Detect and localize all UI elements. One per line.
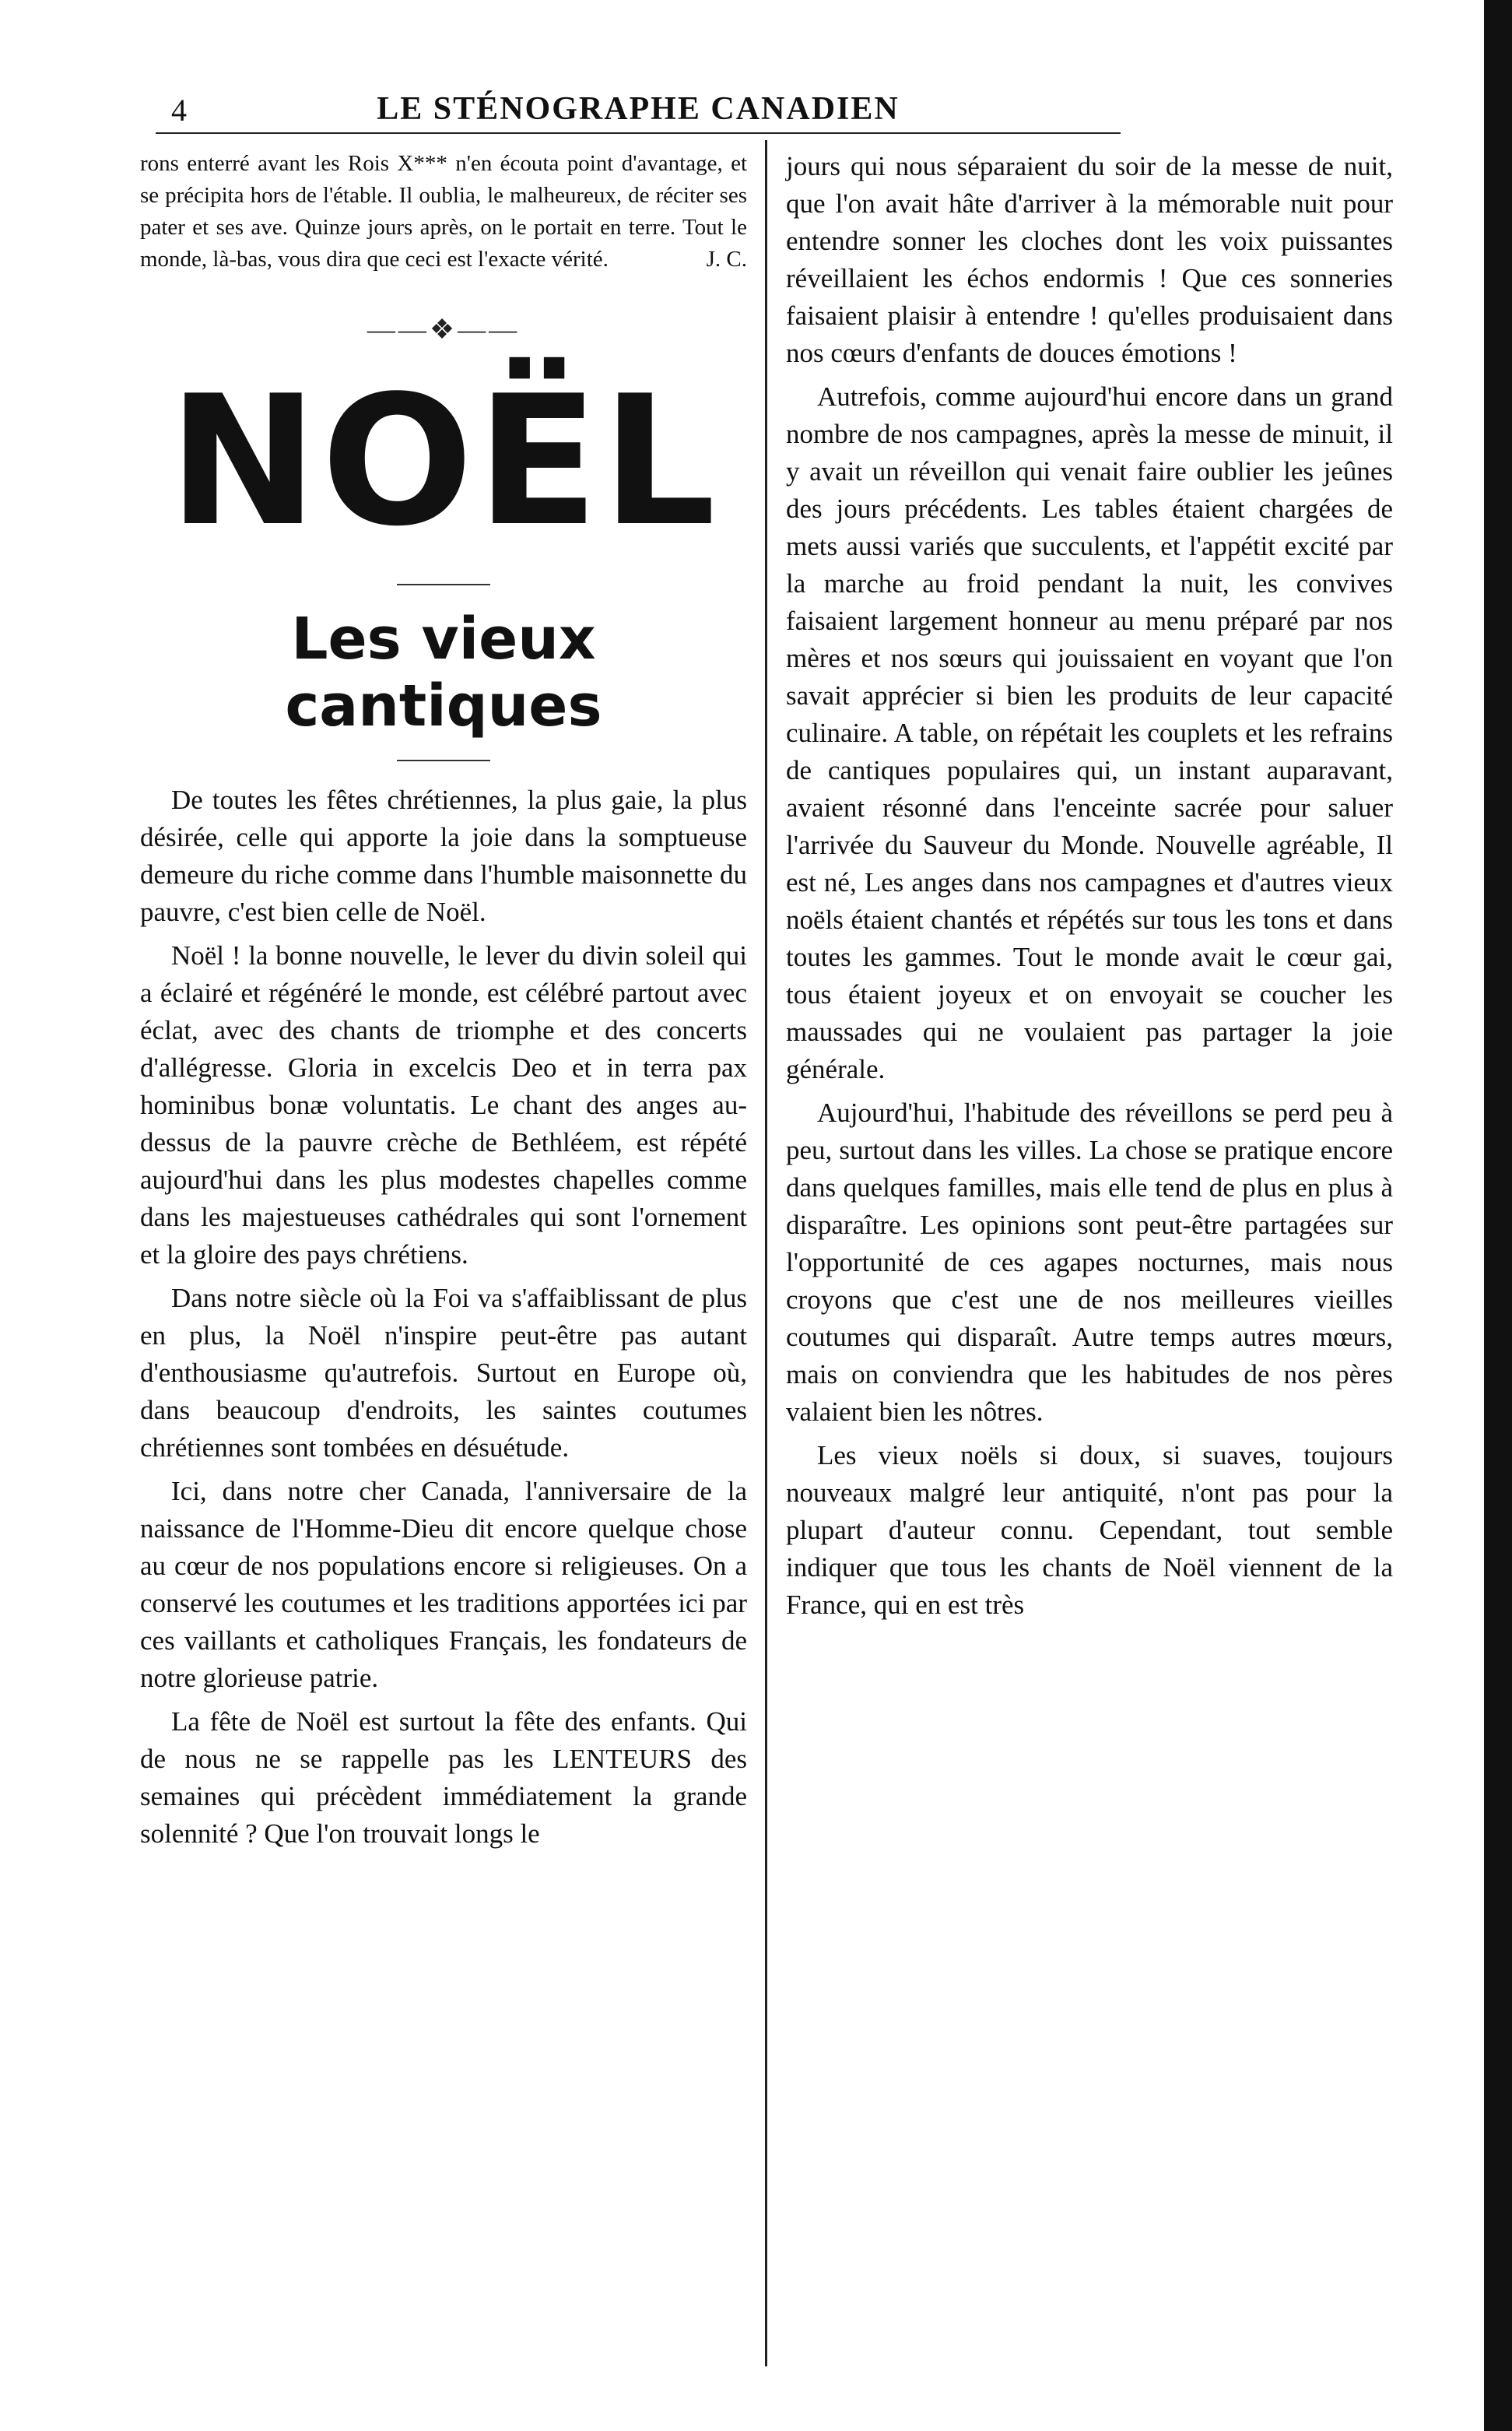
paragraph: Les vieux noëls si doux, si suaves, toujours nouveaux malgré leur antiquité, n'ont pas pour la plupart d'auteur connu. Cependant, tout semble indiquer que tous les chants de Noël viennent de la France, qui en est très bbox=[786, 1440, 1393, 1620]
paragraph: Noël ! la bonne nouvelle, le lever du divin soleil qui a éclairé et régénéré le monde, est célébré partout avec éclat, avec des chants de triomphe et des concerts d'allégresse. Gloria in excelcis Deo et in terra pax hominibus bonæ voluntatis. Le chant des anges au-dessus de la pauvre crèche de Bethléem, est répété aujourd'hui dans les plus modestes chapelles comme dans les majestueuses cathédrales qui sont l'ornement et la gloire des pays chrétiens. bbox=[140, 940, 747, 1270]
page-number: 4 bbox=[171, 93, 187, 128]
left-column bbox=[140, 148, 747, 1859]
intro-body: rons enterré avant les Rois X*** n'en écouta point d'avantage, et se précipita hors de l'étable. Il oublia, le malheureux, de réciter ses pater et ses ave. Quinze jours après, on le portait en terre. Tout le monde, là-bas, vous dira que ceci est l'exacte vérité. bbox=[140, 151, 747, 272]
main-title: NOËL bbox=[168, 358, 719, 566]
running-title: LE STÉNOGRAPHE CANADIEN bbox=[377, 91, 900, 127]
ornament-divider: ——❖—— bbox=[367, 314, 521, 345]
intro-text bbox=[140, 148, 747, 276]
right-column bbox=[786, 148, 1393, 1630]
section-title: Les vieux cantiques bbox=[285, 606, 602, 739]
short-rule bbox=[397, 584, 490, 585]
page-edge bbox=[1484, 0, 1512, 2431]
column-divider bbox=[765, 140, 767, 2366]
page-header bbox=[156, 86, 1121, 134]
paragraph: jours qui nous séparaient du soir de la messe de nuit, que l'on avait hâte d'arriver à la mémorable nuit pour entendre sonner les cloches dont les voix puissantes réveillaient les échos endormis ! Que ces sonneries faisaient plaisir à entendre ! qu'elles produisaient dans nos cœurs d'enfants de douces émotions ! bbox=[786, 151, 1393, 368]
paragraph: Autrefois, comme aujourd'hui encore dans un grand nombre de nos campagnes, après la messe de minuit, il y avait un réveillon qui venait faire oublier les jeûnes des jours précédents. Les tables étaient chargées de mets aussi variés que succulents, et l'appétit excité par la marche au froid pendant la nuit, les convives faisaient largement honneur au menu préparé par nos mères et nos sœurs qui jouissaient en voyant que l'on savait apprécier si bien les produits de leur capacité culinaire. A table, on répétait les couplets et les refrains de cantiques populaires qui, un instant auparavant, avaient résonné dans l'enceinte sacrée pour saluer l'arrivée du Sauveur du Monde. Nouvelle agréable, Il est né, Les anges dans nos campagnes et d'autres vieux noëls étaient chantés et répétés sur tous les tons et dans toutes les gammes. Tout le monde avait le cœur gai, tous étaient joyeux et on envoyait se coucher les maussades qui ne voulaient pas partager la joie générale. bbox=[786, 381, 1393, 1084]
intro-signature: J. C. bbox=[706, 247, 747, 272]
paragraph: La fête de Noël est surtout la fête des enfants. Qui de nous ne se rappelle pas les LENTEURS des semaines qui précèdent immédiatement la grande solennité ? Que l'on trouvait longs le bbox=[140, 1706, 747, 1849]
paragraph: Dans notre siècle où la Foi va s'affaiblissant de plus en plus, la Noël n'inspire peut-être pas autant d'enthousiasme qu'autrefois. Surtout en Europe où, dans beaucoup d'endroits, les saintes coutumes chrétiennes sont tombées en désuétude. bbox=[140, 1283, 747, 1463]
short-rule bbox=[397, 760, 490, 761]
paragraph: Aujourd'hui, l'habitude des réveillons se perd peu à peu, surtout dans les villes. La chose se pratique encore dans quelques familles, mais elle tend de plus en plus à disparaître. Les opinions sont peut-être partagées sur l'opportunité de ces agapes nocturnes, mais nous croyons que c'est une de nos meilleures vieilles coutumes qui disparaît. Autre temps autres mœurs, mais on conviendra que les habitudes de nos pères valaient bien les nôtres. bbox=[786, 1098, 1393, 1427]
paragraph: Ici, dans notre cher Canada, l'anniversaire de la naissance de l'Homme-Dieu dit encore quelque chose au cœur de nos populations encore si religieuses. On a conservé les coutumes et les traditions apportées ici par ces vaillants et catholiques Français, les fondateurs de notre glorieuse patrie. bbox=[140, 1476, 747, 1693]
paragraph: De toutes les fêtes chrétiennes, la plus gaie, la plus désirée, celle qui apporte la joie dans la somptueuse demeure du riche comme dans l'humble maisonnette du pauvre, c'est bien celle de Noël. bbox=[140, 785, 747, 927]
